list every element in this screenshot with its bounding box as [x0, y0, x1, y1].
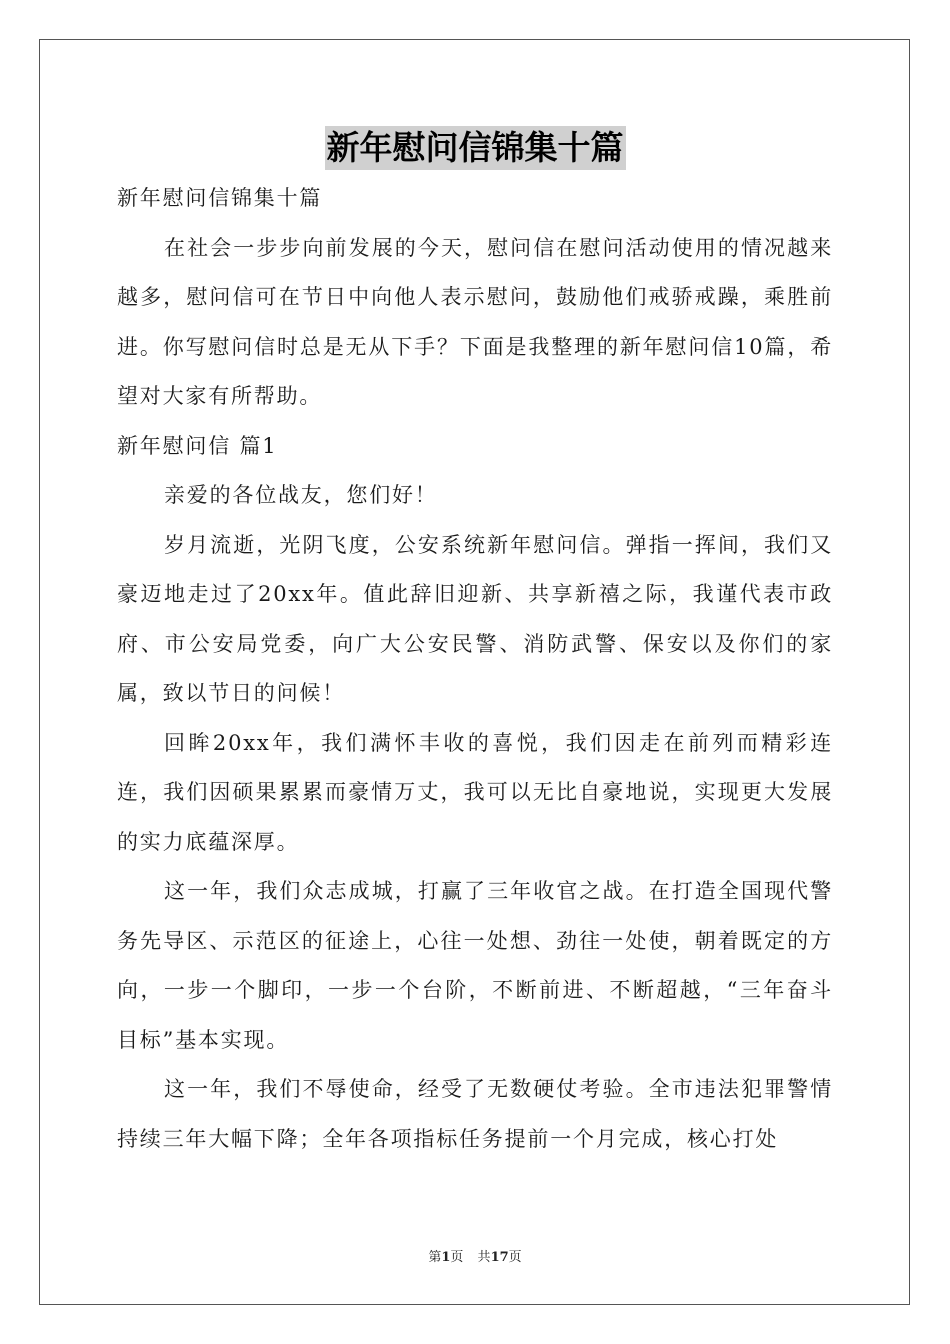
- page-footer: [0, 1246, 950, 1265]
- body-paragraph: 岁月流逝，光阴飞度，公安系统新年慰问信。弹指一挥间，我们又豪迈地走过了20xx年。值此辞旧迎新、共享新禧之际，我谨代表市政府、市公安局党委，向广大公安民警、消防武警、保安以及你们的家属，致以节日的问候！: [117, 532, 833, 705]
- body-paragraph: 这一年，我们不辱使命，经受了无数硬仗考验。全市违法犯罪警情持续三年大幅下降；全年各项指标任务提前一个月完成，核心打处: [117, 1077, 833, 1151]
- subtitle-paragraph: 新年慰问信锦集十篇: [117, 186, 323, 210]
- title-container: [0, 126, 950, 170]
- section-heading: 新年慰问信 篇1: [117, 433, 278, 458]
- greeting-paragraph: 亲爱的各位战友，您们好！: [164, 483, 438, 507]
- document-body: [117, 174, 833, 1164]
- document-title: 新年慰问信锦集十篇: [325, 126, 626, 170]
- body-paragraph: 回眸20xx年，我们满怀丰收的喜悦，我们因走在前列而精彩连连，我们因硕果累累而豪情万丈，我可以无比自豪地说，实现更大发展的实力底蕴深厚。: [117, 730, 833, 854]
- body-paragraph: 这一年，我们众志成城，打赢了三年收官之战。在打造全国现代警务先导区、示范区的征途上，心往一处想、劲往一处使，朝着既定的方向，一步一个脚印，一步一个台阶，不断前进、不断超越，“三年奋斗目标”基本实现。: [117, 879, 833, 1052]
- intro-paragraph: 在社会一步步向前发展的今天，慰问信在慰问活动使用的情况越来越多，慰问信可在节日中向他人表示慰问，鼓励他们戒骄戒躁，乘胜前进。你写慰问信时总是无从下手？下面是我整理的新年慰问信10篇，希望对大家有所帮助。: [117, 235, 833, 408]
- page-number: 第1页: [428, 1250, 464, 1265]
- total-pages: 共17页: [477, 1250, 522, 1265]
